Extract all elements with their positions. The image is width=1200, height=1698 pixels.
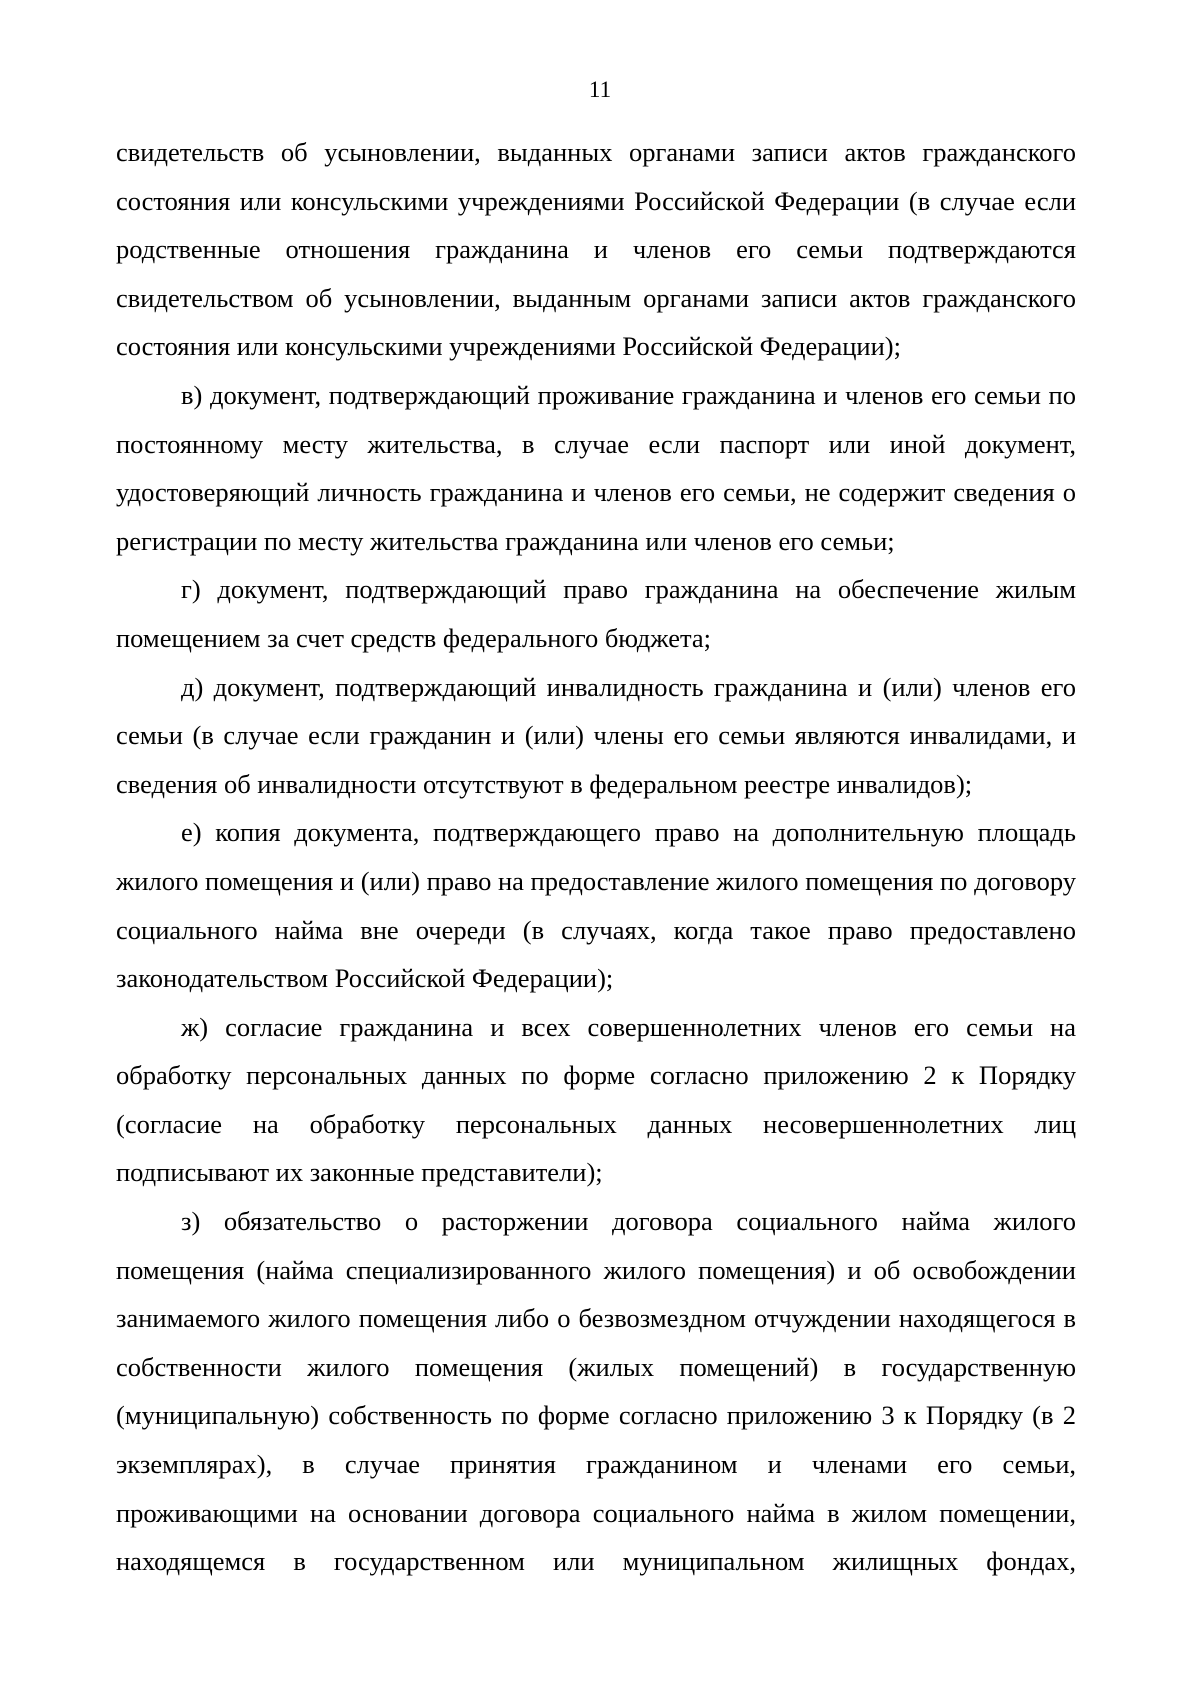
paragraph-item-e: е) копия документа, подтверждающего право на дополнительную площадь жилого помещения и (или) право на предоставление жилого помещения по договору социального найма вне очереди (в случаях, когда такое право предоставлено законодательством Российской Федерации); bbox=[116, 817, 1076, 994]
page-number: 11 bbox=[588, 77, 612, 102]
paragraph-item-z: з) обязательство о расторжении договора социального найма жилого помещения (найма специализированного жилого помещения) и об освобождении занимаемого жилого помещения либо о безвозмездном отчуждении находящегося в собственности жилого помещения (жилых помещений) в государственную (муниципальную) собственность по форме согласно приложению 3 к Порядку (в 2 экземплярах), в случае принятия гражданином и членами его семьи, проживающими на основании договора социального найма в жилом помещении, находящемся в государственном или муниципальном жилищных фондах, bbox=[116, 1206, 1076, 1577]
paragraph-continuation: свидетельств об усыновлении, выданных органами записи актов гражданского состояния или консульскими учреждениями Российской Федерации (в случае если родственные отношения гражданина и членов его семьи подтверждаются свидетельством об усыновлении, выданным органами записи актов гражданского состояния или консульскими учреждениями Российской Федерации); bbox=[116, 137, 1076, 362]
document-body bbox=[116, 128, 1076, 1586]
paragraph-item-d: д) документ, подтверждающий инвалидность гражданина и (или) членов его семьи (в случае если гражданин и (или) члены его семьи являются инвалидами, и сведения об инвалидности отсутствуют в федеральном реестре инвалидов); bbox=[116, 671, 1076, 799]
paragraph-item-zh: ж) согласие гражданина и всех совершеннолетних членов его семьи на обработку персональных данных по форме согласно приложению 2 к Порядку (согласие на обработку персональных данных несовершеннолетних лиц подписывают их законные представители); bbox=[116, 1011, 1076, 1188]
paragraph-item-v: в) документ, подтверждающий проживание гражданина и членов его семьи по постоянному месту жительства, в случае если паспорт или иной документ, удостоверяющий личность гражданина и членов его семьи, не содержит сведения о регистрации по месту жительства гражданина или членов его семьи; bbox=[116, 379, 1076, 556]
paragraph-item-g: г) документ, подтверждающий право гражданина на обеспечение жилым помещением за счет средств федерального бюджета; bbox=[116, 574, 1076, 653]
